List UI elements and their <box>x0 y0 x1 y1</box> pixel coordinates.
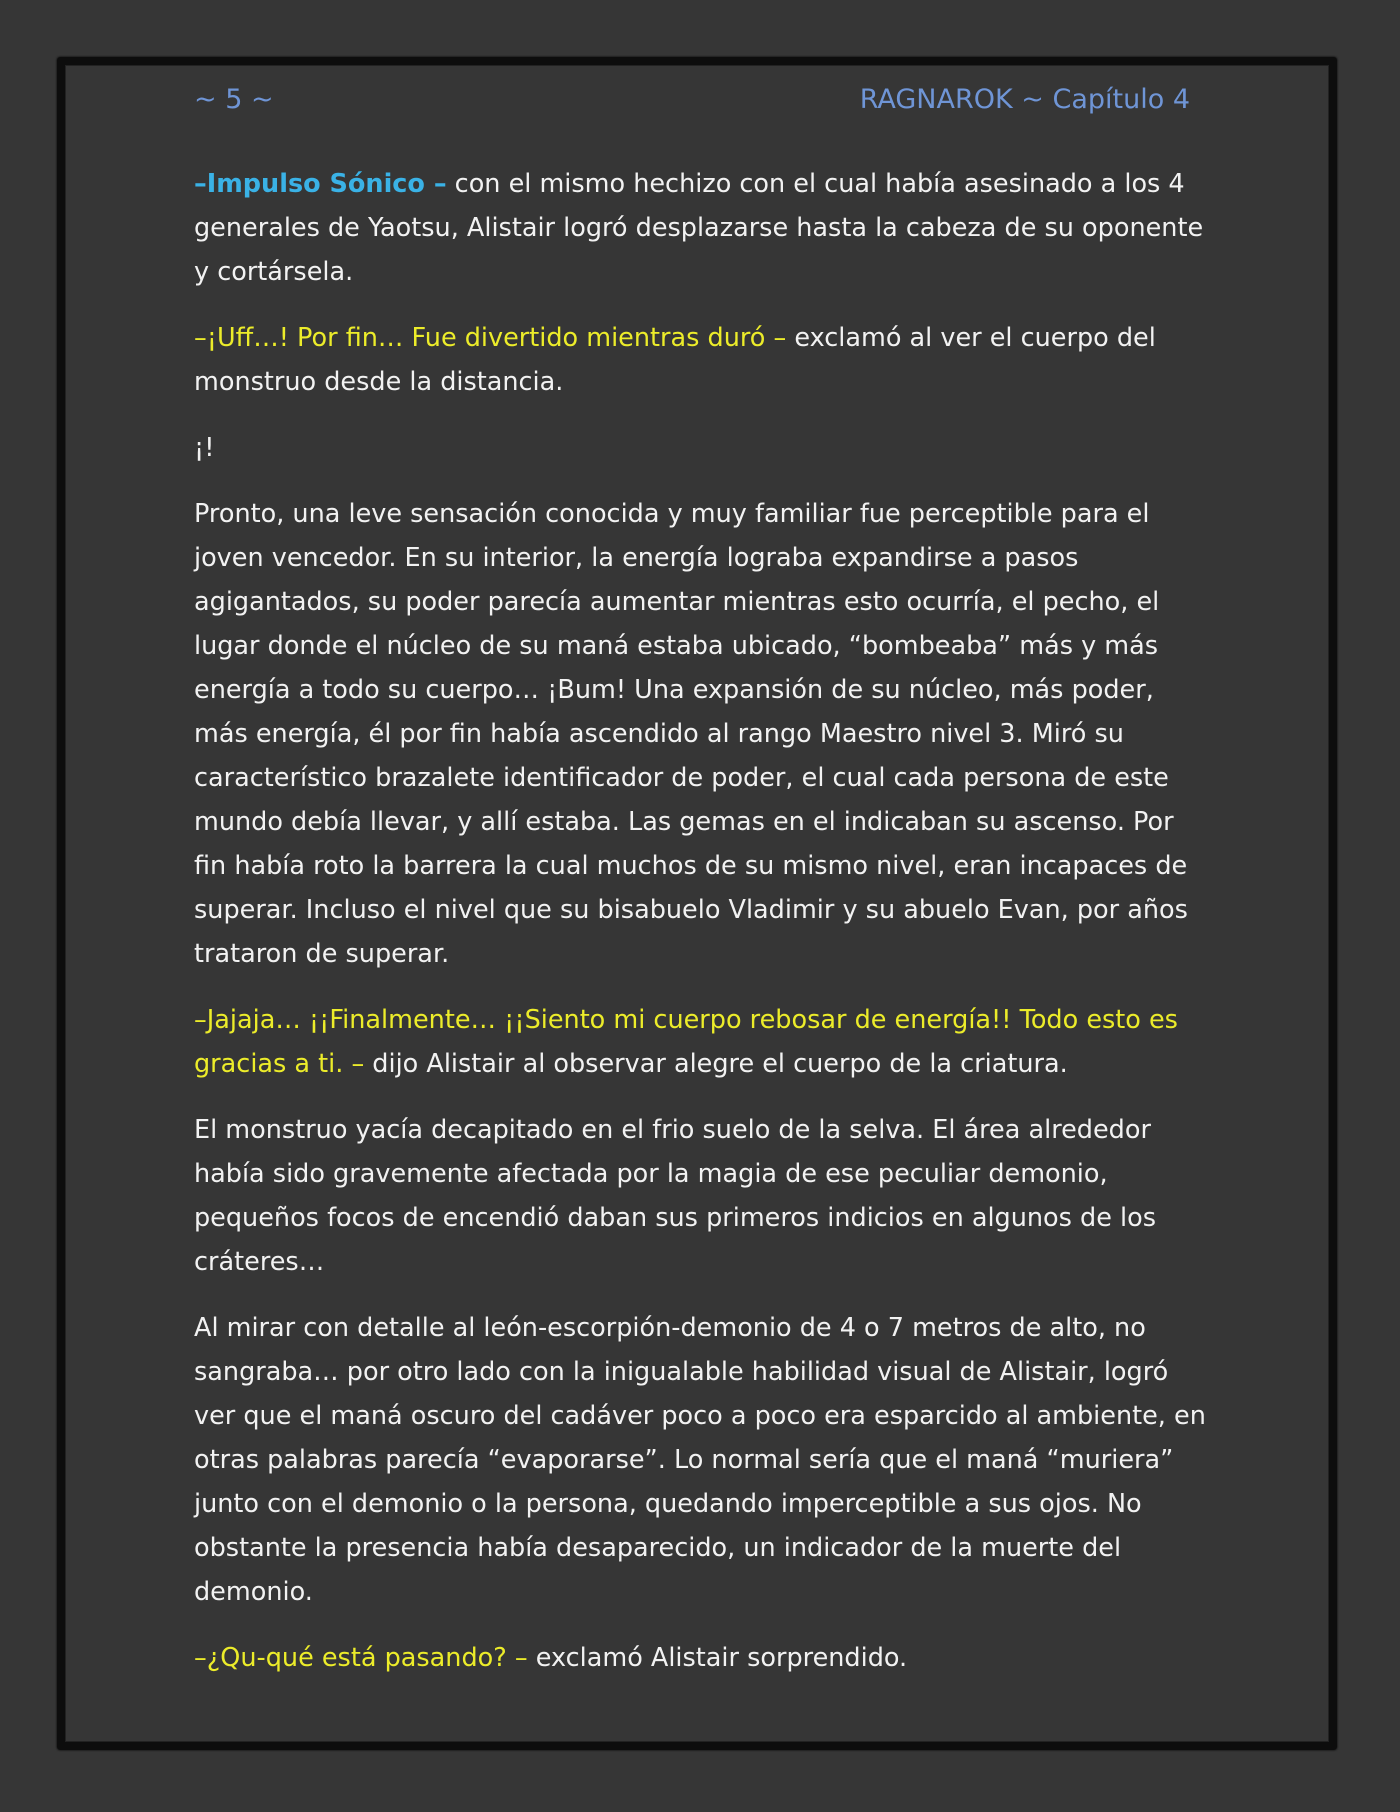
spell-name: –Impulso Sónico – <box>194 169 447 199</box>
paragraph <box>194 1636 1206 1680</box>
narration-text: exclamó al ver el cuerpo del monstruo desde la distancia. <box>194 323 1156 397</box>
narration-text: dijo Alistair al observar alegre el cuerpo de la criatura. <box>364 1049 1068 1079</box>
paragraph <box>194 162 1206 294</box>
paragraph <box>194 1306 1206 1614</box>
running-title: RAGNAROK ~ Capítulo 4 <box>859 84 1190 115</box>
narration-text: Al mirar con detalle al león-escorpión-demonio de 4 o 7 metros de alto, no sangraba… por otro lado con la inigualable habilidad visual de Alistair, logró ver que el maná oscuro del cadáver poco a poco era esparcido al ambiente, en otras palabras parecía “evaporarse”. Lo normal sería que el maná “muriera” junto con el demonio o la persona, quedando imperceptible a sus ojos. No obstante la presencia había desaparecido, un indicador de la muerte del demonio. <box>194 1313 1206 1607</box>
page-number: ~ 5 ~ <box>194 84 274 115</box>
chapter-body <box>194 162 1206 1702</box>
paragraph <box>194 316 1206 404</box>
paragraph <box>194 492 1206 976</box>
narration-text: exclamó Alistair sorprendido. <box>527 1643 908 1673</box>
paragraph <box>194 426 1206 470</box>
dialogue-text: –¡Uff…! Por fin… Fue divertido mientras duró – <box>194 323 787 353</box>
dialogue-text: –Jajaja… ¡¡Finalmente… ¡¡Siento mi cuerpo rebosar de energía!! Todo esto es gracias a ti. – <box>194 1005 1178 1079</box>
narration-text: ¡! <box>194 433 215 463</box>
paragraph <box>194 998 1206 1086</box>
paragraph <box>194 1108 1206 1284</box>
narration-text: El monstruo yacía decapitado en el frio suelo de la selva. El área alrededor había sido gravemente afectada por la magia de ese peculiar demonio, pequeños focos de encendió daban sus primeros indicios en algunos de los cráteres… <box>194 1115 1157 1277</box>
dialogue-text: –¿Qu-qué está pasando? – <box>194 1643 528 1673</box>
narration-text: con el mismo hechizo con el cual había asesinado a los 4 generales de Yaotsu, Alistair logró desplazarse hasta la cabeza de su oponente y cortársela. <box>194 169 1204 287</box>
page-header <box>194 84 1190 120</box>
narration-text: Pronto, una leve sensación conocida y muy familiar fue perceptible para el joven vencedor. En su interior, la energía lograba expandirse a pasos agigantados, su poder parecía aumentar mientras esto ocurría, el pecho, el lugar donde el núcleo de su maná estaba ubicado, “bombeaba” más y más energía a todo su cuerpo… ¡Bum! Una expansión de su núcleo, más poder, más energía, él por fin había ascendido al rango Maestro nivel 3. Miró su característico brazalete identificador de poder, el cual cada persona de este mundo debía llevar, y allí estaba. Las gemas en el indicaban su ascenso. Por fin había roto la barrera la cual muchos de su mismo nivel, eran incapaces de superar. Incluso el nivel que su bisabuelo Vladimir y su abuelo Evan, por años trataron de superar. <box>194 499 1188 969</box>
